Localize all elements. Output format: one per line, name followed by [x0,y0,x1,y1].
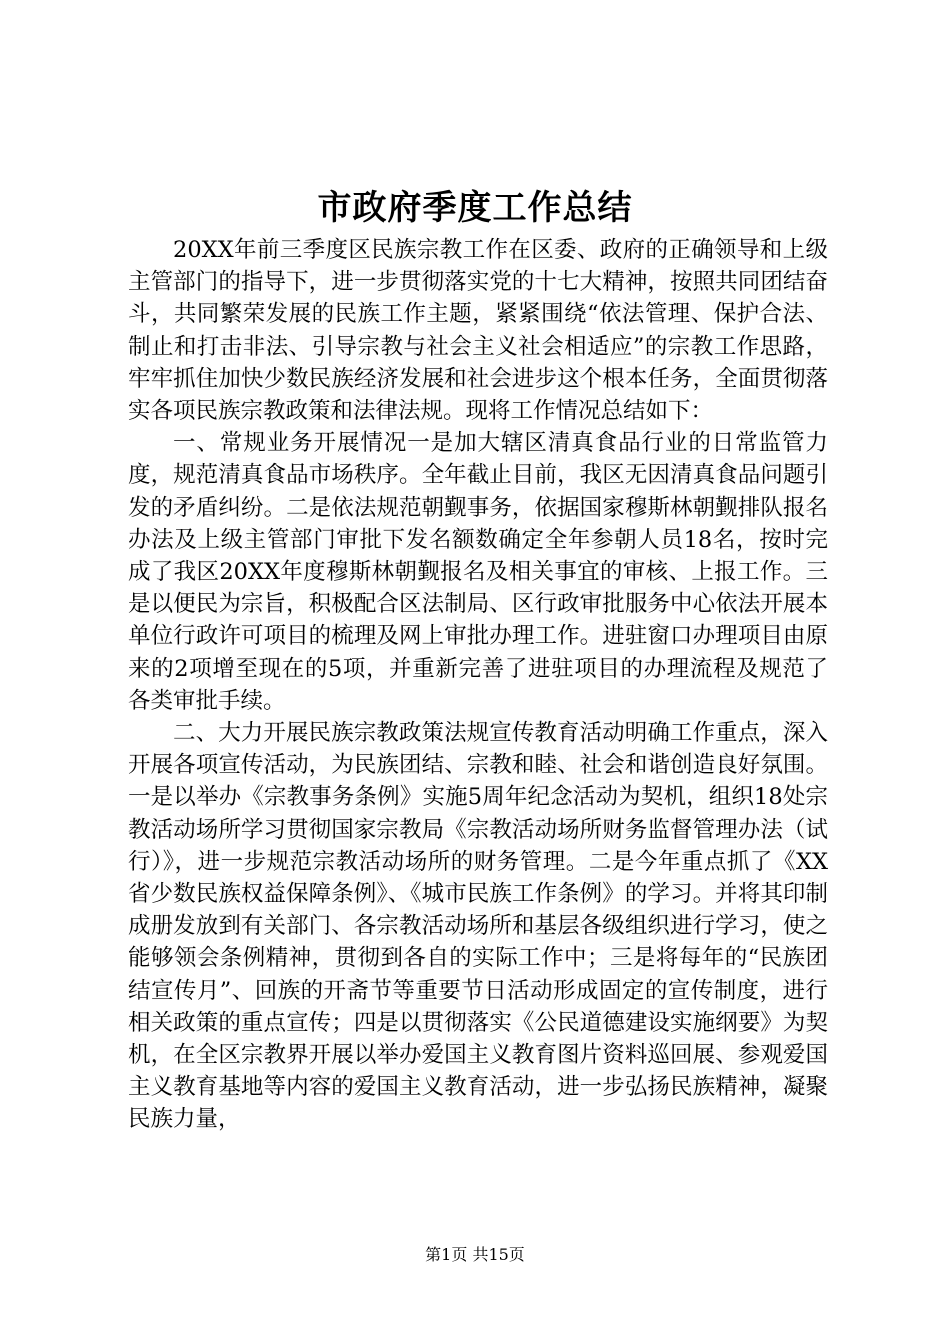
document-title: 市政府季度工作总结 [317,188,633,228]
paragraph-section-1: 一、常规业务开展情况一是加大辖区清真食品行业的日常监管力度，规范清真食品市场秩序。全年截止目前，我区无因清真食品问题引发的矛盾纠纷。二是依法规范朝觐事务，依据国家穆斯林朝觐排队报名办法及上级主管部门审批下发名额数确定全年参朝人员18名，按时完成了我区20XX年度穆斯林朝觐报名及相关事宜的审核、上报工作。三是以便民为宗旨，积极配合区法制局、区行政审批服务中心依法开展本单位行政许可项目的梳理及网上审批办理工作。进驻窗口办理项目由原来的2项增至现在的5项，并重新完善了进驻项目的办理流程及规范了各类审批手续。 [128,430,828,714]
document-body [128,234,828,1136]
paragraph-intro: 20XX年前三季度区民族宗教工作在区委、政府的正确领导和上级主管部门的指导下，进一步贯彻落实党的十七大精神，按照共同团结奋斗，共同繁荣发展的民族工作主题，紧紧围绕“依法管理、保护合法、制止和打击非法、引导宗教与社会主义社会相适应”的宗教工作思路，牢牢抓住加快少数民族经济发展和社会进步这个根本任务，全面贯彻落实各项民族宗教政策和法律法规。现将工作情况总结如下： [128,237,828,425]
page-number-footer: 第1页 共15页 [425,1245,525,1264]
paragraph-section-2: 二、大力开展民族宗教政策法规宣传教育活动明确工作重点，深入开展各项宣传活动，为民族团结、宗教和睦、社会和谐创造良好氛围。一是以举办《宗教事务条例》实施5周年纪念活动为契机，组织18处宗教活动场所学习贯彻国家宗教局《宗教活动场所财务监督管理办法（试行）》，进一步规范宗教活动场所的财务管理。二是今年重点抓了《XX省少数民族权益保障条例》、《城市民族工作条例》的学习。并将其印制成册发放到有关部门、各宗教活动场所和基层各级组织进行学习，使之能够领会条例精神，贯彻到各自的实际工作中；三是将每年的“民族团结宣传月”、回族的开斋节等重要节日活动形成固定的宣传制度，进行相关政策的重点宣传；四是以贯彻落实《公民道德建设实施纲要》为契机，在全区宗教界开展以举办爱国主义教育图片资料巡回展、参观爱国主义教育基地等内容的爱国主义教育活动，进一步弘扬民族精神，凝聚民族力量， [128,720,828,1133]
